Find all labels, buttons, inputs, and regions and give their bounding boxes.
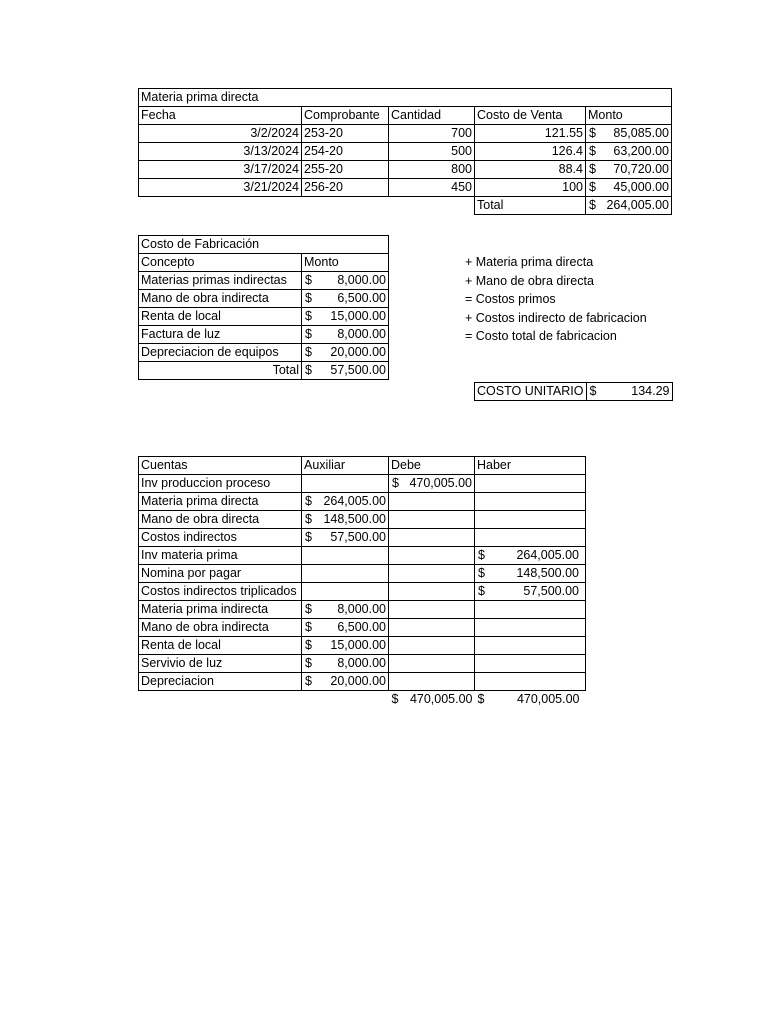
auxiliar-value: 264,005.00	[323, 494, 386, 508]
costo-unitario-section	[474, 382, 673, 401]
haber-value: 264,005.00	[516, 548, 579, 562]
monto-value: 70,720.00	[613, 162, 669, 176]
cell-cuenta: Mano de obra directa	[139, 511, 302, 529]
currency-symbol: $	[305, 656, 312, 670]
cell-cuenta: Renta de local	[139, 637, 302, 655]
table-row	[139, 308, 389, 326]
table-row	[139, 601, 586, 619]
cell-fecha: 3/13/2024	[139, 143, 302, 161]
formula-notes	[465, 253, 647, 346]
cell-cuenta: Materia prima indirecta	[139, 601, 302, 619]
materia-prima-section	[138, 88, 672, 215]
cell-debe	[389, 619, 475, 637]
formula-note: + Materia prima directa	[465, 255, 594, 269]
cell-fecha: 3/21/2024	[139, 179, 302, 197]
auxiliar-value: 6,500.00	[337, 620, 386, 634]
table-row	[139, 344, 389, 362]
materia-prima-header-row	[139, 107, 672, 125]
cell-auxiliar	[302, 619, 389, 637]
costo-fabricacion-title: Costo de Fabricación	[139, 236, 389, 254]
total-haber: 470,005.00	[516, 692, 580, 706]
header-costo-venta: Costo de Venta	[475, 107, 586, 125]
costo-unitario-label: COSTO UNITARIO	[475, 383, 587, 401]
costo-unitario-table	[474, 382, 673, 401]
debe-value: 470,005.00	[409, 476, 472, 490]
currency-symbol: $	[305, 345, 312, 359]
currency-symbol: $	[478, 584, 485, 598]
table-row	[139, 565, 586, 583]
cell-debe	[389, 601, 475, 619]
cell-auxiliar	[302, 547, 389, 565]
cell-haber	[475, 655, 586, 673]
cell-fecha: 3/17/2024	[139, 161, 302, 179]
table-row	[139, 673, 586, 691]
cell-haber	[475, 547, 586, 565]
asiento-table	[138, 456, 586, 708]
cell-haber	[475, 583, 586, 601]
cell-haber	[475, 673, 586, 691]
header-monto: Monto	[586, 107, 672, 125]
cell-auxiliar	[302, 529, 389, 547]
auxiliar-value: 8,000.00	[337, 656, 386, 670]
cell-haber	[475, 565, 586, 583]
monto-value: 6,500.00	[337, 291, 386, 305]
monto-value: 8,000.00	[337, 327, 386, 341]
cell-haber	[475, 511, 586, 529]
table-row	[139, 511, 586, 529]
currency-symbol: $	[305, 638, 312, 652]
header-concepto: Concepto	[139, 254, 302, 272]
formula-note: + Mano de obra directa	[465, 273, 594, 288]
total-value: 264,005.00	[606, 198, 669, 212]
cell-auxiliar	[302, 475, 389, 493]
cell-costo: 100	[475, 179, 586, 197]
header-comprobante: Comprobante	[302, 107, 389, 125]
auxiliar-value: 15,000.00	[330, 638, 386, 652]
total-value-cell	[586, 197, 672, 215]
currency-symbol: $	[305, 291, 312, 305]
cell-debe	[389, 475, 475, 493]
monto-value: 63,200.00	[613, 144, 669, 158]
cell-concepto: Depreciacion de equipos	[139, 344, 302, 362]
currency-symbol: $	[589, 126, 596, 140]
asiento-section	[138, 456, 586, 708]
table-row	[139, 326, 389, 344]
cell-costo: 88.4	[475, 161, 586, 179]
table-row	[139, 179, 672, 197]
cell-debe	[389, 637, 475, 655]
table-row	[139, 475, 586, 493]
currency-symbol: $	[589, 144, 596, 158]
table-row	[139, 655, 586, 673]
cell-cuenta: Inv materia prima	[139, 547, 302, 565]
cell-concepto: Mano de obra indirecta	[139, 290, 302, 308]
cell-monto	[586, 161, 672, 179]
cell-debe	[389, 511, 475, 529]
cell-monto	[586, 125, 672, 143]
cell-auxiliar	[302, 637, 389, 655]
cell-cuenta: Servivio de luz	[139, 655, 302, 673]
table-row	[139, 272, 389, 290]
asiento-body	[139, 475, 586, 691]
cell-debe	[389, 547, 475, 565]
asiento-total-row	[139, 691, 586, 709]
table-row	[139, 125, 672, 143]
asiento-header-row	[139, 457, 586, 475]
cell-haber	[475, 529, 586, 547]
cell-haber	[475, 619, 586, 637]
auxiliar-value: 20,000.00	[330, 674, 386, 688]
empty-cell	[139, 197, 302, 215]
cell-monto	[302, 326, 389, 344]
table-row	[139, 493, 586, 511]
cell-monto	[586, 143, 672, 161]
costo-unitario-value-cell	[586, 383, 672, 401]
cell-cuenta: Mano de obra indirecta	[139, 619, 302, 637]
cell-comprobante: 256-20	[302, 179, 389, 197]
cell-costo: 126.4	[475, 143, 586, 161]
currency-symbol: $	[305, 363, 312, 377]
haber-value: 148,500.00	[516, 566, 579, 580]
cell-monto	[586, 179, 672, 197]
cell-haber	[475, 601, 586, 619]
currency-symbol: $	[589, 180, 596, 194]
total-label: Total	[475, 197, 586, 215]
cell-haber	[475, 637, 586, 655]
cell-cuenta: Costos indirectos	[139, 529, 302, 547]
currency-symbol: $	[305, 674, 312, 688]
header-monto: Monto	[302, 254, 389, 272]
currency-symbol: $	[305, 620, 312, 634]
cell-debe	[389, 655, 475, 673]
monto-value: 85,085.00	[613, 126, 669, 140]
cell-auxiliar	[302, 493, 389, 511]
formula-note: = Costos primos	[465, 292, 556, 306]
costo-fabricacion-table	[138, 235, 389, 380]
currency-symbol: $	[589, 198, 596, 212]
cell-debe	[389, 493, 475, 511]
auxiliar-value: 148,500.00	[323, 512, 386, 526]
currency-symbol: $	[589, 384, 597, 398]
table-row	[139, 583, 586, 601]
header-auxiliar: Auxiliar	[302, 457, 389, 475]
header-fecha: Fecha	[139, 107, 302, 125]
cell-cantidad: 700	[389, 125, 475, 143]
cell-auxiliar	[302, 601, 389, 619]
table-row	[139, 529, 586, 547]
currency-symbol: $	[305, 512, 312, 526]
monto-value: 8,000.00	[337, 273, 386, 287]
cell-debe	[389, 565, 475, 583]
auxiliar-value: 8,000.00	[337, 602, 386, 616]
cell-debe	[389, 673, 475, 691]
cell-cuenta: Costos indirectos triplicados	[139, 583, 302, 601]
empty-cell	[302, 691, 389, 709]
currency-symbol: $	[305, 530, 312, 544]
cell-monto	[302, 344, 389, 362]
table-row	[139, 637, 586, 655]
cell-cantidad: 450	[389, 179, 475, 197]
costo-fabricacion-section	[138, 235, 389, 380]
costo-unitario-value: 134.29	[631, 384, 670, 398]
currency-symbol: $	[478, 548, 485, 562]
cell-auxiliar	[302, 583, 389, 601]
cell-auxiliar	[302, 655, 389, 673]
cell-costo: 121.55	[475, 125, 586, 143]
costo-fabricacion-total-row	[139, 362, 389, 380]
total-label: Total	[139, 362, 302, 380]
cell-concepto: Factura de luz	[139, 326, 302, 344]
table-row	[139, 290, 389, 308]
cell-comprobante: 254-20	[302, 143, 389, 161]
empty-cell	[302, 197, 389, 215]
cell-concepto: Materias primas indirectas	[139, 272, 302, 290]
cell-cantidad: 800	[389, 161, 475, 179]
currency-symbol: $	[305, 602, 312, 616]
total-debe-cell	[389, 691, 475, 709]
monto-value: 20,000.00	[330, 345, 386, 359]
formula-note: = Costo total de fabricacion	[465, 329, 617, 343]
header-cuentas: Cuentas	[139, 457, 302, 475]
currency-symbol: $	[305, 273, 312, 287]
cell-monto	[302, 308, 389, 326]
empty-cell	[139, 691, 302, 709]
table-row	[139, 619, 586, 637]
cell-monto	[302, 272, 389, 290]
cell-fecha: 3/2/2024	[139, 125, 302, 143]
table-row	[139, 161, 672, 179]
formula-note: + Costos indirecto de fabricacion	[465, 310, 647, 325]
table-row	[139, 547, 586, 565]
header-debe: Debe	[389, 457, 475, 475]
cell-cuenta: Materia prima directa	[139, 493, 302, 511]
cell-debe	[389, 529, 475, 547]
cell-monto	[302, 290, 389, 308]
auxiliar-value: 57,500.00	[330, 530, 386, 544]
cell-haber	[475, 475, 586, 493]
cell-auxiliar	[302, 565, 389, 583]
cell-haber	[475, 493, 586, 511]
materia-prima-total-row	[139, 197, 672, 215]
total-debe: 470,005.00	[409, 692, 473, 706]
currency-symbol: $	[391, 692, 399, 706]
currency-symbol: $	[477, 692, 485, 706]
cell-cuenta: Nomina por pagar	[139, 565, 302, 583]
monto-value: 15,000.00	[330, 309, 386, 323]
currency-symbol: $	[478, 566, 485, 580]
currency-symbol: $	[305, 309, 312, 323]
haber-value: 57,500.00	[523, 584, 579, 598]
total-haber-cell	[475, 691, 586, 709]
costo-fabricacion-header-row	[139, 254, 389, 272]
total-value: 57,500.00	[330, 363, 386, 377]
materia-prima-title: Materia prima directa	[139, 89, 672, 107]
currency-symbol: $	[392, 476, 399, 490]
currency-symbol: $	[589, 162, 596, 176]
empty-cell	[389, 197, 475, 215]
cell-comprobante: 253-20	[302, 125, 389, 143]
cell-cuenta: Depreciacion	[139, 673, 302, 691]
header-cantidad: Cantidad	[389, 107, 475, 125]
cell-auxiliar	[302, 511, 389, 529]
currency-symbol: $	[305, 327, 312, 341]
total-value-cell	[302, 362, 389, 380]
cell-concepto: Renta de local	[139, 308, 302, 326]
cell-comprobante: 255-20	[302, 161, 389, 179]
currency-symbol: $	[305, 494, 312, 508]
cell-cantidad: 500	[389, 143, 475, 161]
table-row	[139, 143, 672, 161]
materia-prima-table	[138, 88, 672, 215]
header-haber: Haber	[475, 457, 586, 475]
cell-debe	[389, 583, 475, 601]
monto-value: 45,000.00	[613, 180, 669, 194]
cell-cuenta: Inv produccion proceso	[139, 475, 302, 493]
cell-auxiliar	[302, 673, 389, 691]
